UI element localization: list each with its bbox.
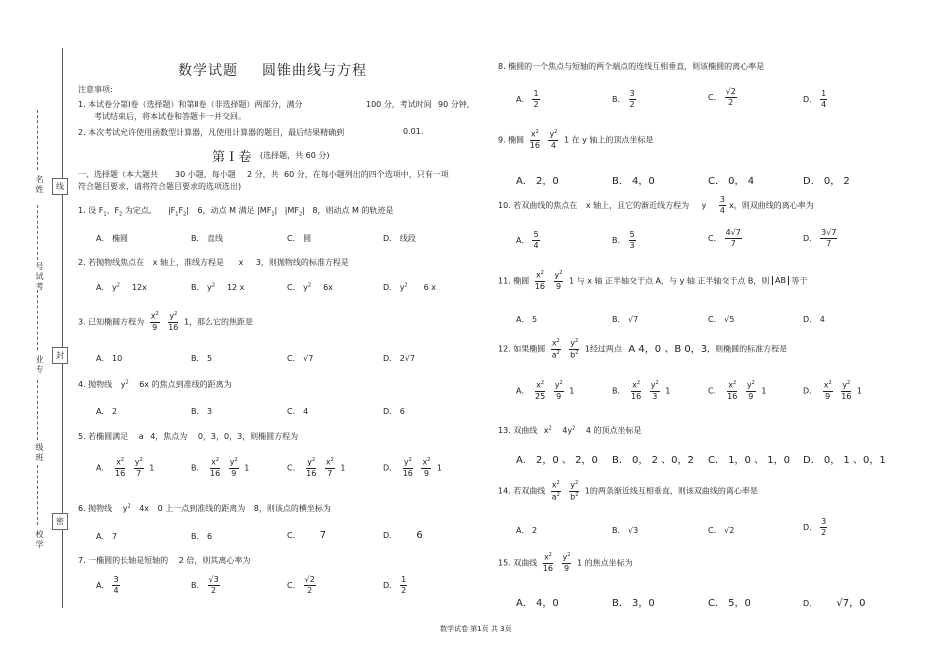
school-label: 校学	[35, 530, 44, 550]
q9-option-c: C． 0， 4	[708, 176, 755, 187]
question-4: 4. 抛物线 $y^2$ 6x 的焦点到准线的距离为	[78, 379, 232, 389]
q8-option-c: C． $\frac{√2}{2}$	[708, 87, 736, 107]
q13-option-d: D． 0， 1 、0，1	[803, 455, 886, 466]
q9-option-a: A． 2，0	[516, 176, 559, 187]
q15-option-b: B． 3，0	[612, 598, 655, 609]
section-heading: 一、选择题（本大题共	[78, 170, 158, 179]
page-footer: 数学试卷 第1页 共 3页	[440, 625, 512, 633]
q8-option-a: A． $\frac{1}{2}$	[516, 89, 539, 109]
q11-option-d: D． 4	[803, 315, 825, 324]
q2-option-d: D． $y^2$ 6 x	[383, 282, 436, 292]
question-7: 7. 一椭圆的长轴是短轴的 2 倍，则其离心率为	[78, 556, 251, 565]
secret-mark: 密	[52, 513, 68, 530]
q4-option-a: A． 2	[96, 407, 118, 416]
question-1: 1. 设 $F_1$、$F_2$ 为定点, $|F_1F_2|$ 6，动点 M 满足 $|MF_1|$ $|MF_2|$ 8，则动点 M 的轨迹是	[78, 206, 394, 218]
q10-option-b: B． $\frac{5}{3}$	[612, 230, 635, 250]
q1-option-d: D． 线段	[383, 234, 416, 243]
q1-option-a: A． 椭圆	[96, 234, 129, 243]
name-label: 名姓	[35, 175, 44, 195]
q4-option-b: B． 3	[191, 407, 213, 416]
q13-option-c: C． 1，0 、 1，0	[708, 455, 790, 466]
section-heading: 2 分，共	[247, 170, 279, 179]
q7-option-c: C． $\frac{√2}{2}$	[287, 575, 315, 595]
question-8: 8. 椭圆的一个焦点与短轴的两个端点的连线互相垂直，则该椭圆的离心率是	[498, 62, 765, 71]
q8-option-b: B． $\frac{3}{2}$	[612, 89, 635, 109]
q2-option-b: B． $y^2$ 12 x	[191, 282, 245, 292]
question-3: 3. 已知椭圆方程为 $\frac{x^2}{9}$ $\frac{y^2}{16}$ 1，那么它的焦距是	[78, 311, 254, 332]
question-9: 9. 椭圆 $\frac{x^2}{16}$ $\frac{y^2}{4}$ 1 在 y 轴上的顶点坐标是	[498, 129, 654, 150]
notice-item-1: 100 分，考试时间	[366, 100, 432, 109]
question-15: 15. 双曲线 $\frac{x^2}{16}$ $\frac{y^2}{9}$ 1 的焦点坐标为	[498, 552, 633, 573]
exam-number-label: 号试考	[35, 262, 44, 292]
q4-option-c: C． 4	[287, 407, 309, 416]
seal-mark: 封	[52, 347, 68, 364]
dashed-guide	[37, 110, 38, 170]
q12-option-d: D． $\frac{x^2}{9}$ $\frac{y^2}{16}$ 1	[803, 380, 863, 401]
q2-option-a: A． $y^2$ 12x	[96, 282, 147, 292]
q11-option-a: A． 5	[516, 315, 538, 324]
q10-option-d: D． $\frac{3√7}{7}$	[803, 228, 837, 248]
q13-option-b: B． 0， 2 、0，2	[612, 455, 694, 466]
q3-option-a: A． 10	[96, 354, 123, 363]
q7-option-b: B． $\frac{√3}{2}$	[191, 575, 219, 595]
question-12: 12. 如果椭圆 $\frac{x^2}{a^2}$ $\frac{y^2}{b^2}$ 1经过两点 A 4，0 、B 0，3，则椭圆的标准方程是	[498, 338, 788, 360]
question-5: 5. 若椭圆满足 a 4，焦点为 0，3，0，3，则椭圆方程为	[78, 432, 299, 441]
notice-item-2: 2. 本次考试允许使用函数型计算器，凡使用计算器的题目，最后结果精确到	[78, 128, 345, 137]
q15-option-c: C． 5，0	[708, 598, 751, 609]
question-13: 13. 双曲线 $x^2$ $4y^2$ 4 的顶点坐标是	[498, 425, 642, 435]
q2-option-c: C． $y^2$ 6x	[287, 282, 333, 292]
volume-note: (选择题，共 60 分)	[260, 151, 330, 160]
q13-option-a: A． 2，0 、 2，0	[516, 455, 598, 466]
q1-option-c: C． 圆	[287, 234, 312, 243]
page-subtitle: 圆锥曲线与方程	[262, 63, 367, 79]
notice-item-1: 1. 本试卷分第Ⅰ卷（选择题）和第Ⅱ卷（非选择题）两部分，满分	[78, 100, 303, 109]
q5-option-d: D． $\frac{y^2}{16}$ $\frac{x^2}{9}$ 1	[383, 457, 443, 478]
q6-option-c: C． 7	[287, 530, 327, 541]
q11-option-c: C． √5	[708, 315, 735, 324]
q5-option-b: B． $\frac{x^2}{16}$ $\frac{y^2}{9}$ 1	[191, 457, 250, 478]
notice-item-1-cont: 考试结束后，将本试卷和答题卡一并交回。	[94, 112, 246, 121]
q4-option-d: D． 6	[383, 407, 405, 416]
question-6: 6. 抛物线 $y^2$ 4x 0 上一点到准线的距离为 8，则该点的横坐标为	[78, 503, 331, 513]
q15-option-a: A． 4，0	[516, 598, 559, 609]
question-14: 14. 若双曲线 $\frac{x^2}{a^2}$ $\frac{y^2}{b^2}$ 1的两条渐近线互相垂直，则该双曲线的离心率是	[498, 480, 758, 502]
page-title: 数学试题	[178, 63, 238, 79]
dashed-guide	[37, 205, 38, 260]
volume-title: 第 Ⅰ 卷	[212, 150, 252, 165]
notice-item-1: 90 分钟,	[438, 100, 470, 109]
q14-option-b: B． √3	[612, 526, 639, 535]
dashed-guide	[37, 380, 38, 440]
q10-option-c: C． $\frac{4√7}{7}$	[708, 228, 741, 248]
q14-option-d: D． $\frac{3}{2}$	[803, 517, 827, 537]
q6-option-d: D． 6	[383, 530, 423, 541]
q7-option-d: D． $\frac{1}{2}$	[383, 575, 407, 595]
dashed-guide	[37, 290, 38, 350]
q10-option-a: A． $\frac{5}{4}$	[516, 230, 539, 250]
major-label: 业专	[35, 355, 44, 375]
question-10: 10. 若双曲线的焦点在 x 轴上，且它的渐近线方程为 y $\frac{3}{4}$ x，则双曲线的离心率为	[498, 195, 814, 215]
notice-item-2: 0.01.	[403, 127, 424, 136]
q7-option-a: A． $\frac{3}{4}$	[96, 575, 119, 595]
q9-option-b: B． 4，0	[612, 176, 655, 187]
q8-option-d: D． $\frac{1}{4}$	[803, 89, 827, 109]
q3-option-c: C． √7	[287, 354, 314, 363]
q15-option-d: D． √7，0	[803, 598, 866, 609]
q6-option-b: B． 6	[191, 532, 213, 541]
q3-option-b: B． 5	[191, 354, 213, 363]
question-11: 11. 椭圆 $\frac{x^2}{16}$ $\frac{y^2}{9}$ 1 与 x 轴 正半轴交于点 A，与 y 轴 正半轴交于点 B，则 AB 等于	[498, 270, 808, 291]
q9-option-d: D． 0， 2	[803, 176, 850, 187]
q5-option-a: A． $\frac{x^2}{16}$ $\frac{y^2}{7}$ 1	[96, 457, 155, 478]
q12-option-a: A． $\frac{x^2}{25}$ $\frac{y^2}{9}$ 1	[516, 380, 575, 401]
question-2: 2. 若抛物线焦点在 x 轴上，准线方程是 x 3，则抛物线的标准方程是	[78, 258, 349, 267]
q12-option-c: C． $\frac{x^2}{16}$ $\frac{y^2}{9}$ 1	[708, 380, 767, 401]
q14-option-c: C． √2	[708, 526, 735, 535]
q14-option-a: A． 2	[516, 526, 538, 535]
section-heading-cont: 符合题目要求，请将符合题目要求的选项选出)	[78, 182, 242, 191]
section-heading: 60 分，在每小题列出的四个选项中，只有一项	[284, 170, 449, 179]
q5-option-c: C． $\frac{y^2}{16}$ $\frac{x^2}{7}$ 1	[287, 457, 346, 478]
q3-option-d: D． 2√7	[383, 354, 415, 363]
line-mark: 线	[52, 178, 68, 195]
q6-option-a: A． 7	[96, 532, 118, 541]
q1-option-b: B． 直线	[191, 234, 224, 243]
class-label: 级班	[35, 443, 44, 463]
q11-option-b: B． √7	[612, 315, 639, 324]
section-heading: 30 小题，每小题	[175, 170, 236, 179]
dashed-guide	[37, 465, 38, 525]
notice-heading: 注意事项:	[78, 85, 113, 94]
q12-option-b: B． $\frac{x^2}{16}$ $\frac{y^2}{3}$ 1	[612, 380, 671, 401]
